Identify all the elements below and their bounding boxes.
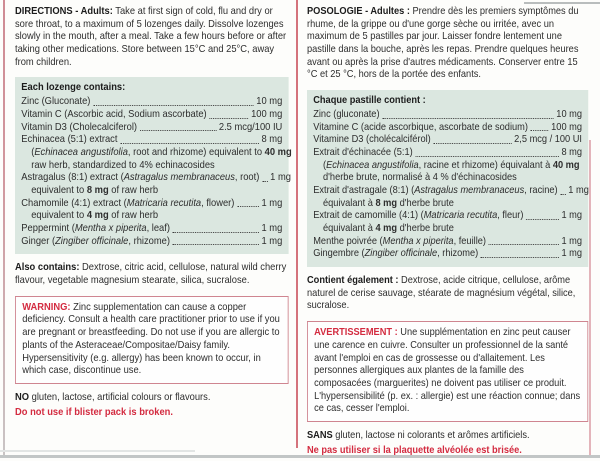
blister-pack-warning: Do not use if blister pack is broken.	[15, 406, 173, 418]
ingredient-row	[313, 198, 582, 211]
ingredient-amount: 1 mg	[561, 210, 583, 222]
ingredient-row	[21, 134, 282, 147]
ingredient-row	[313, 160, 582, 173]
ingredient-row	[21, 210, 282, 223]
ingredient-row	[21, 122, 282, 135]
ingredient-row	[313, 236, 582, 249]
ingredient-row	[21, 160, 282, 173]
label-left-edge-line	[3, 0, 5, 456]
ingredient-amount: 1 mg	[261, 197, 283, 209]
ingredient-row	[313, 147, 582, 160]
ingredient-row	[313, 172, 582, 185]
dot-leader	[382, 118, 553, 119]
ingredient-amount: 2,5 mcg / 100 UI	[514, 134, 583, 146]
directions-paragraph	[15, 6, 289, 69]
ingredient-row	[21, 223, 282, 236]
free-of-statement-fr	[307, 430, 588, 443]
free-of-lead-fr: SANS	[307, 429, 333, 441]
warning-text: Zinc supplementation can cause a copper deficiency. Consult a health care practitioner prior to use if you are pregnant or breastfeeding. Do not use if you are allergic to plants of the Asteraceae/Compositae/Daisy family. Hypersensitivity (e.g. allergy) has been known to occur, in which case, discontinue use.	[22, 301, 280, 377]
warning-heading: WARNING:	[22, 301, 71, 313]
ingredient-name: Extrait d'échinacée (5:1)	[313, 146, 413, 158]
ingredient-row	[313, 109, 582, 122]
ingredient-row	[21, 109, 282, 122]
directions-text-fr: Prendre dès les premiers symptômes du rhume, de la grippe ou d'une gorge sèche ou irritée, avec un maximum de 5 pastilles par jour. Laisser fondre lentement une pastille dans la bouche, après les repas. Prendre quelques heures avant ou après la prise d'autres médicaments. Conserver entre 15 °C et 25 °C, hors de la portée des enfants.	[307, 6, 579, 81]
ingredient-name: Astragalus (8:1) extract (Astragalus membranaceus, root)	[21, 172, 260, 184]
ingredient-name: Menthe poivrée (Mentha x piperita, feuille)	[313, 235, 486, 247]
contents-box-title-fr: Chaque pastille contient :	[313, 95, 426, 107]
ingredient-name: Chamomile (4:1) extract (Matricaria recutita, flower)	[21, 197, 235, 209]
dot-leader	[262, 181, 267, 182]
ingredient-name: Vitamin C (Ascorbic acid, Sodium ascorbate)	[21, 108, 207, 120]
ingredient-amount: 100 mg	[251, 108, 283, 120]
ingredient-name: Vitamine C (acide ascorbique, ascorbate de sodium)	[313, 121, 528, 133]
ingredient-name: Echinacea (5:1) extract	[21, 134, 118, 146]
directions-heading-fr: POSOLOGIE - Adultes :	[307, 6, 410, 17]
ingredient-name: raw herb, standardized to 4% echinacosides	[31, 159, 215, 171]
free-of-text-fr: gluten, lactose ni colorants et arômes artificiels.	[332, 429, 530, 441]
ingredient-name: (Echinacea angustifolia, root and rhizome) equivalent to 40 mg	[31, 146, 292, 158]
dot-leader	[526, 219, 559, 220]
ingredient-name: Extrait de camomille (4:1) (Matricaria recutita, fleur)	[313, 210, 524, 222]
also-contains-text: Dextrose, citric acid, cellulose, natural wild cherry flavour, vegetable magnesium stearate, silica, sucralose.	[15, 262, 287, 287]
dot-leader	[531, 130, 549, 131]
ingredient-amount: 10 mg	[556, 108, 583, 120]
ingredient-row	[21, 236, 282, 249]
dot-leader	[173, 232, 259, 233]
ingredient-name: (Echinacea angustifolia, racine et rhizome) équivalant à 40 mg	[323, 159, 580, 171]
ingredient-name: équivalant à 4 mg d'herbe brute	[323, 223, 454, 234]
ingredient-row	[313, 134, 582, 147]
ingredient-row	[21, 96, 282, 109]
dot-leader	[209, 118, 248, 119]
ingredient-row	[21, 198, 282, 211]
ingredient-row	[21, 185, 282, 198]
dot-leader	[433, 143, 511, 144]
ingredient-amount: 1 mg	[270, 172, 291, 184]
also-contains-heading-fr: Contient également :	[307, 275, 399, 287]
ingredient-amount: 2.5 mcg/100 IU	[218, 121, 283, 133]
lozenge-contents-box-fr	[307, 90, 588, 267]
french-column	[307, 6, 588, 457]
directions-heading: DIRECTIONS - Adults:	[15, 6, 113, 17]
warning-text-fr: Une supplémentation en zinc peut causer une carence en cuivre. Consulter un professionnel de la santé avant l'emploi en cas de grossesse ou d'allaitement. Les personnes allergiques aux plantes de la famille des composacées (marguerites) ne doivent pas utiliser ce produit. L'hypersensibilité (p. ex. : allergie) est une réaction connue; dans ce cas, cesser l'emploi.	[314, 327, 581, 415]
ingredient-name: Zinc (gluconate)	[313, 108, 380, 120]
blister-pack-warning-fr: Ne pas utiliser si la plaquette alvéolée est brisée.	[307, 444, 522, 456]
free-of-text: gluten, lactose, artificial colours or flavours.	[29, 391, 211, 403]
contents-box-title: Each lozenge contains:	[21, 82, 126, 94]
ingredient-row	[21, 172, 291, 185]
directions-text: Take at first sign of cold, flu and dry or sore throat, to a maximum of 5 lozenges daily. Dissolve lozenges slowly in the mouth, after a meal. Take a few hours before or after taking other medications. Store between 15°C and 25°C, away from children.	[15, 6, 287, 68]
dot-leader	[93, 105, 253, 106]
ingredient-amount: 1 mg	[568, 184, 589, 196]
ingredient-amount: 8 mg	[561, 146, 583, 158]
dot-leader	[489, 244, 559, 245]
lozenge-contents-box	[15, 77, 292, 254]
ingredient-row	[313, 210, 582, 223]
dot-leader	[560, 194, 565, 195]
ingredient-list	[21, 96, 292, 248]
ingredient-name: Extrait d'astragale (8:1) (Astragalus membranaceus, racine)	[313, 184, 558, 196]
ingredient-name: Vitamine D3 (cholécalciférol)	[313, 134, 431, 146]
ingredient-amount: 1 mg	[261, 223, 283, 234]
ingredient-amount: 1 mg	[561, 248, 583, 260]
free-of-lead: NO	[15, 391, 30, 403]
ingredient-name: Peppermint (Mentha x piperita, leaf)	[21, 223, 170, 234]
ingredient-name: equivalent to 4 mg of raw herb	[31, 210, 159, 222]
ingredient-amount: 8 mg	[261, 134, 283, 146]
ingredient-row	[313, 184, 589, 198]
warning-box	[15, 296, 289, 384]
english-column	[15, 6, 292, 419]
also-contains-heading: Also contains:	[15, 262, 80, 274]
ingredient-name: équivalant à 8 mg d'herbe brute	[323, 197, 454, 209]
ingredient-name: Ginger (Zingiber officinale, rhizome)	[21, 235, 170, 247]
ingredient-name: equivalent to 8 mg of raw herb	[31, 184, 159, 196]
ingredient-amount: 100 mg	[551, 121, 583, 133]
label-bottom-inner-line	[0, 450, 195, 452]
ingredient-amount: 1 mg	[561, 235, 583, 247]
ingredient-list-fr	[313, 108, 589, 261]
label-right-edge-line	[589, 140, 591, 456]
dot-leader	[140, 130, 216, 131]
dot-leader	[173, 244, 259, 245]
dot-leader	[415, 156, 558, 157]
ingredient-name: d'herbe brute, normalisé à 4 % d'échinacosides	[323, 172, 517, 184]
warning-box-fr	[307, 321, 588, 422]
ingredient-name: Gingembre (Zingiber officinale, rhizome)	[313, 248, 479, 260]
ingredient-amount: 1 mg	[261, 235, 283, 247]
also-contains-paragraph	[15, 262, 289, 287]
ingredient-row	[313, 223, 582, 236]
dot-leader	[237, 206, 259, 207]
ingredient-row	[313, 248, 582, 261]
label-top-edge-line	[524, 2, 600, 4]
ingredient-amount: 10 mg	[256, 96, 283, 108]
dot-leader	[481, 257, 559, 258]
also-contains-paragraph-fr	[307, 275, 588, 313]
warning-heading-fr: AVERTISSEMENT :	[314, 327, 398, 339]
ingredient-name: Zinc (Gluconate)	[21, 96, 91, 108]
column-divider-line	[296, 0, 298, 448]
ingredient-row	[313, 122, 582, 135]
free-of-statement	[15, 392, 289, 405]
ingredient-name: Vitamin D3 (Cholecalciferol)	[21, 121, 138, 133]
directions-paragraph-fr	[307, 6, 588, 82]
also-contains-text-fr: Dextrose, acide citrique, cellulose, arôme naturel de cerise sauvage, stéarate de magnésium végétal, silice, sucralose.	[307, 275, 576, 312]
ingredient-row	[21, 146, 292, 160]
dot-leader	[120, 143, 259, 144]
